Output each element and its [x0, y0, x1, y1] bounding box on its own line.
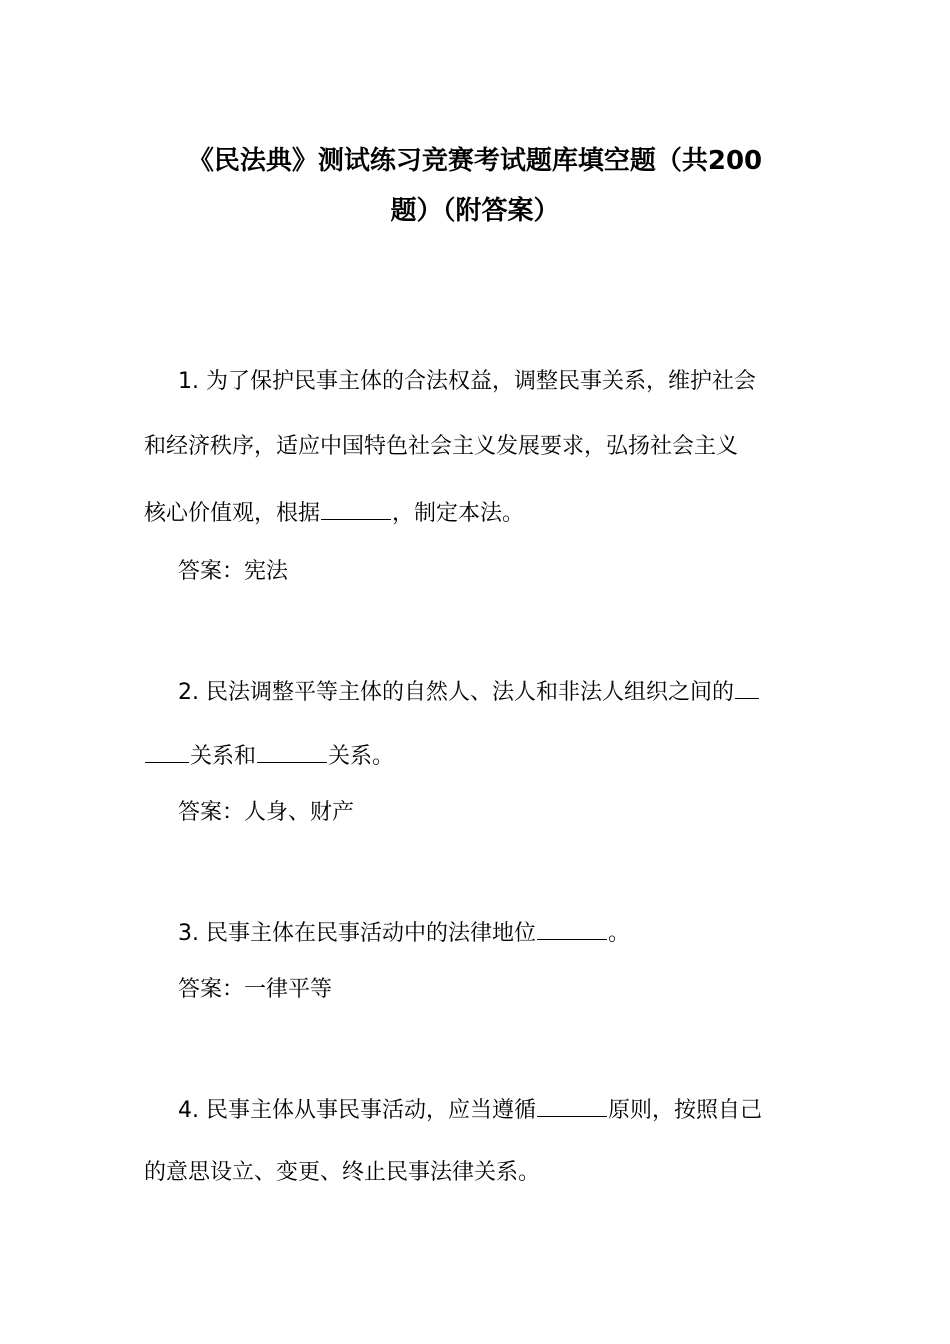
question-4-line-1: [178, 1094, 848, 1126]
question-2-blank-1-start: [735, 676, 759, 699]
question-4-text-before-blank: 4. 民事主体从事民事活动，应当遵循: [178, 1098, 536, 1123]
question-3-line-1: [178, 917, 848, 949]
question-4-blank: [537, 1094, 607, 1117]
question-1-answer: 答案：宪法: [178, 559, 289, 584]
question-1-line-3: [144, 497, 814, 529]
question-1-blank: [321, 497, 391, 520]
question-4-text-after-blank: 原则，按照自己: [608, 1098, 763, 1123]
question-1-text-before-blank: 核心价值观，根据: [144, 501, 321, 526]
question-2-text: 2. 民法调整平等主体的自然人、法人和非法人组织之间的: [178, 680, 734, 705]
question-2-text-middle: 关系和: [190, 744, 257, 769]
question-2-text-after: 关系。: [328, 744, 395, 769]
question-3-text-before-blank: 3. 民事主体在民事活动中的法律地位: [178, 921, 536, 946]
question-2-blank-2: [257, 740, 327, 763]
question-1-line-2: 和经济秩序，适应中国特色社会主义发展要求，弘扬社会主义: [144, 434, 739, 459]
question-2-line-1: [178, 676, 848, 708]
question-3-text-after-blank: 。: [608, 921, 631, 946]
question-1-line-1: 1. 为了保护民事主体的合法权益，调整民事关系，维护社会: [178, 369, 756, 394]
question-2-blank-1-end: [145, 740, 189, 763]
document-title-line-2: 题）（附答案）: [390, 196, 560, 226]
question-2-line-2: [144, 740, 814, 772]
question-3-blank: [537, 917, 607, 940]
document-title-line-1: 《民法典》测试练习竞赛考试题库填空题（共200: [187, 146, 763, 176]
question-4-line-2: 的意思设立、变更、终止民事法律关系。: [144, 1160, 541, 1185]
question-3-answer: 答案：一律平等: [178, 977, 333, 1002]
question-2-answer: 答案：人身、财产: [178, 800, 355, 825]
question-1-text-after-blank: ，制定本法。: [392, 501, 525, 526]
